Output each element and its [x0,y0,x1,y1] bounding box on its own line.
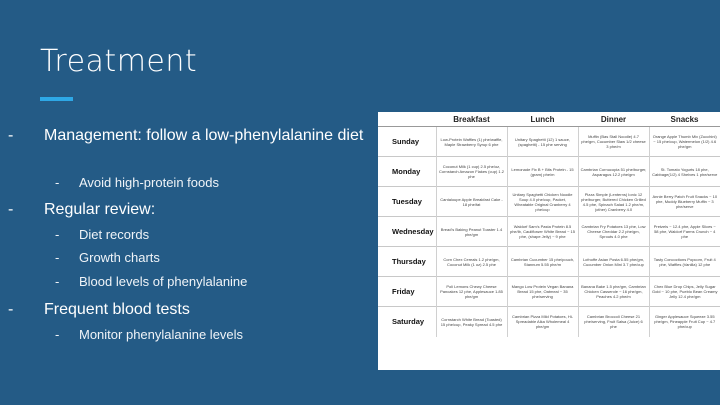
table-cell: Corn Chex Cereals 1.2 phe/gm, Coconut Milk (1 oz) 2.5 phe [436,247,507,277]
table-cell: Pretzels ~ 12.4 phe, Apple Slices ~ 58 phe, Waldorf Farms Crunch ~ 4 phe [649,217,720,247]
bullet-text: Regular review: [44,201,156,218]
day-label: Saturday [378,307,436,337]
day-label: Tuesday [378,187,436,217]
meal-plan-header-row [378,112,720,127]
table-cell: Cambrian Pizza Mild Potatoes, Hi-Spreadable Alka Wholemeal 4 phe/gm [507,307,578,337]
column-header: Dinner [578,112,649,127]
sub-bullet-text: Diet records [79,227,150,242]
table-cell: Cantaloupe Apple Breakfast Cake - 18 phe/fat [436,187,507,217]
table-row [378,127,720,157]
bullet-dash: - [8,201,14,218]
sub-bullet-text: Avoid high-protein foods [79,175,219,190]
table-cell: Coconut Milk (1 cup) 2.5 phe/oz, Cornstarch Amazon Flakes (cup) 1.2 phe [436,157,507,187]
bullet-dash: - [8,127,14,144]
table-cell: Tasty Concoctions Popcorn, Fruit 4 phe, Waffles (Vanilla) 12 phe [649,247,720,277]
table-row [378,157,720,187]
table-cell: Unitary Spaghetti (12) 1 sauce, (spaghetti) - 15 phe serving [507,127,578,157]
column-header: Breakfast [436,112,507,127]
table-cell: Muffin (Bas Stall Noodle) 4.7 phe/gm, Cucumber Slaw 1/2 cheese 3 phe/m [578,127,649,157]
table-row [378,307,720,337]
table-row [378,247,720,277]
table-cell: Orange Apple Thumb Mix (Zucchini) ~ 15 phe/cup, Watermelon (1/2) 4.6 phe/gm [649,127,720,157]
sub-bullet-dash: - [55,250,60,265]
table-cell: Low-Protein Waffles (1) phe/waffle, Maple Strawberry Syrup 6 phe [436,127,507,157]
table-cell: Waldorf Sam's Pasta Protein 8.5 phe/lb, Cauliflower White Bread ~ 15 phe, (shape Jelly) ~ 9 phe [507,217,578,247]
table-cell: Poli Lemons Chewy Cheese Pancakes 12 phe, Applesauce 1.85 phe/gm [436,277,507,307]
table-cell: Annie Berry Patch Fruit Snacks ~ 10 phe, Muddy Blueberry Muffin ~ 3 phe/serve [649,187,720,217]
sub-bullet-dash: - [55,274,60,289]
bullet-text: Management: follow a low-phenylalanine diet [44,127,364,144]
sub-bullet-text: Monitor phenylalanine levels [79,327,244,342]
day-label: Wednesday [378,217,436,247]
meal-plan-table [378,112,720,337]
table-row [378,277,720,307]
bullet-text: Frequent blood tests [44,301,190,318]
table-cell: St. Tomato Yogurts 18 phe, Cabbage(1/2) 4 Shelves 1 phe/serve [649,157,720,187]
table-row [378,187,720,217]
day-label: Sunday [392,137,420,146]
sub-bullet-dash: - [55,175,60,190]
table-row [378,217,720,247]
day-label: Monday [378,157,436,187]
title-accent-bar [40,97,73,101]
table-cell: Chex Blue Drop Chips, Jelly Sugar Gold ~ 10 phe, Pueblo Bean Creamy Jelly 12.4 phe/gm [649,277,720,307]
slide-title: Treatment [40,44,198,79]
sub-bullet-dash: - [55,327,60,342]
table-cell: Lofnoffe Asian Posta 6.55 phe/gm, Cucumber Onion Mini 3.7 phe/cup [578,247,649,277]
sub-bullet-text: Blood levels of phenylalanine [79,274,248,289]
table-cell: Pizza Simple (Lenterns) Ionic 12 phe/burger, Buttered Chicken Grilled 4.5 phe, Spinach Salad 1.2 phe/m, (other) Cranberry 4.0 [578,187,649,217]
day-label: Thursday [378,247,436,277]
day-label: Friday [378,277,436,307]
table-cell: Cambrian Fry Potatoes 13 phe, Low Cheese Cheddar 2.2 phe/gm, Sprouts 4.0 phe [578,217,649,247]
table-cell: Unitary Spaghetti Chicken Noodle Soup 4.0 phe/cup, Packet, Wheatable Original Cranberry 4 phe/cup [507,187,578,217]
table-cell: Cambrian Broccoli Cheese 21 phe/serving, Fruit Salsa (Juice) 6 phe [578,307,649,337]
meal-plan-image [378,112,720,370]
table-cell: Bread's Baking Peanut Toaster 1.4 phe/gm [436,217,507,247]
table-cell: Banana Bake 1.5 phe/gm, Cambrian Chicken Casserole ~ 16 phe/gm, Peaches 4.2 phe/m [578,277,649,307]
column-header [378,112,436,127]
column-header: Snacks [649,112,720,127]
table-cell: Cambrian Cucumber 15 phe/pouch, Stannum 5.55 phe/m [507,247,578,277]
table-cell: Ginger Applesauce Squeeze 3.55 phe/gm, Pineapple Fruit Cup ~ 4.7 phe/cup [649,307,720,337]
sub-bullet-text: Growth charts [79,250,160,265]
table-cell: Mango Low Protein Vegan Banana Bread 15 phe, Oatmeal ~ 35 phe/serving [507,277,578,307]
bullet-dash: - [8,301,14,318]
table-cell: Cambrian Cornucopia 51 phe/burger, Asparagus 12.2 phe/gm [578,157,649,187]
table-cell: Lemonade Fix B + Bits Protein - 15 (gram) phe/m [507,157,578,187]
table-cell: Cornstarch White Bread (Toasted) 15 phe/cup, Peaky Spread 4.5 phe [436,307,507,337]
sub-bullet-dash: - [55,227,60,242]
column-header: Lunch [507,112,578,127]
